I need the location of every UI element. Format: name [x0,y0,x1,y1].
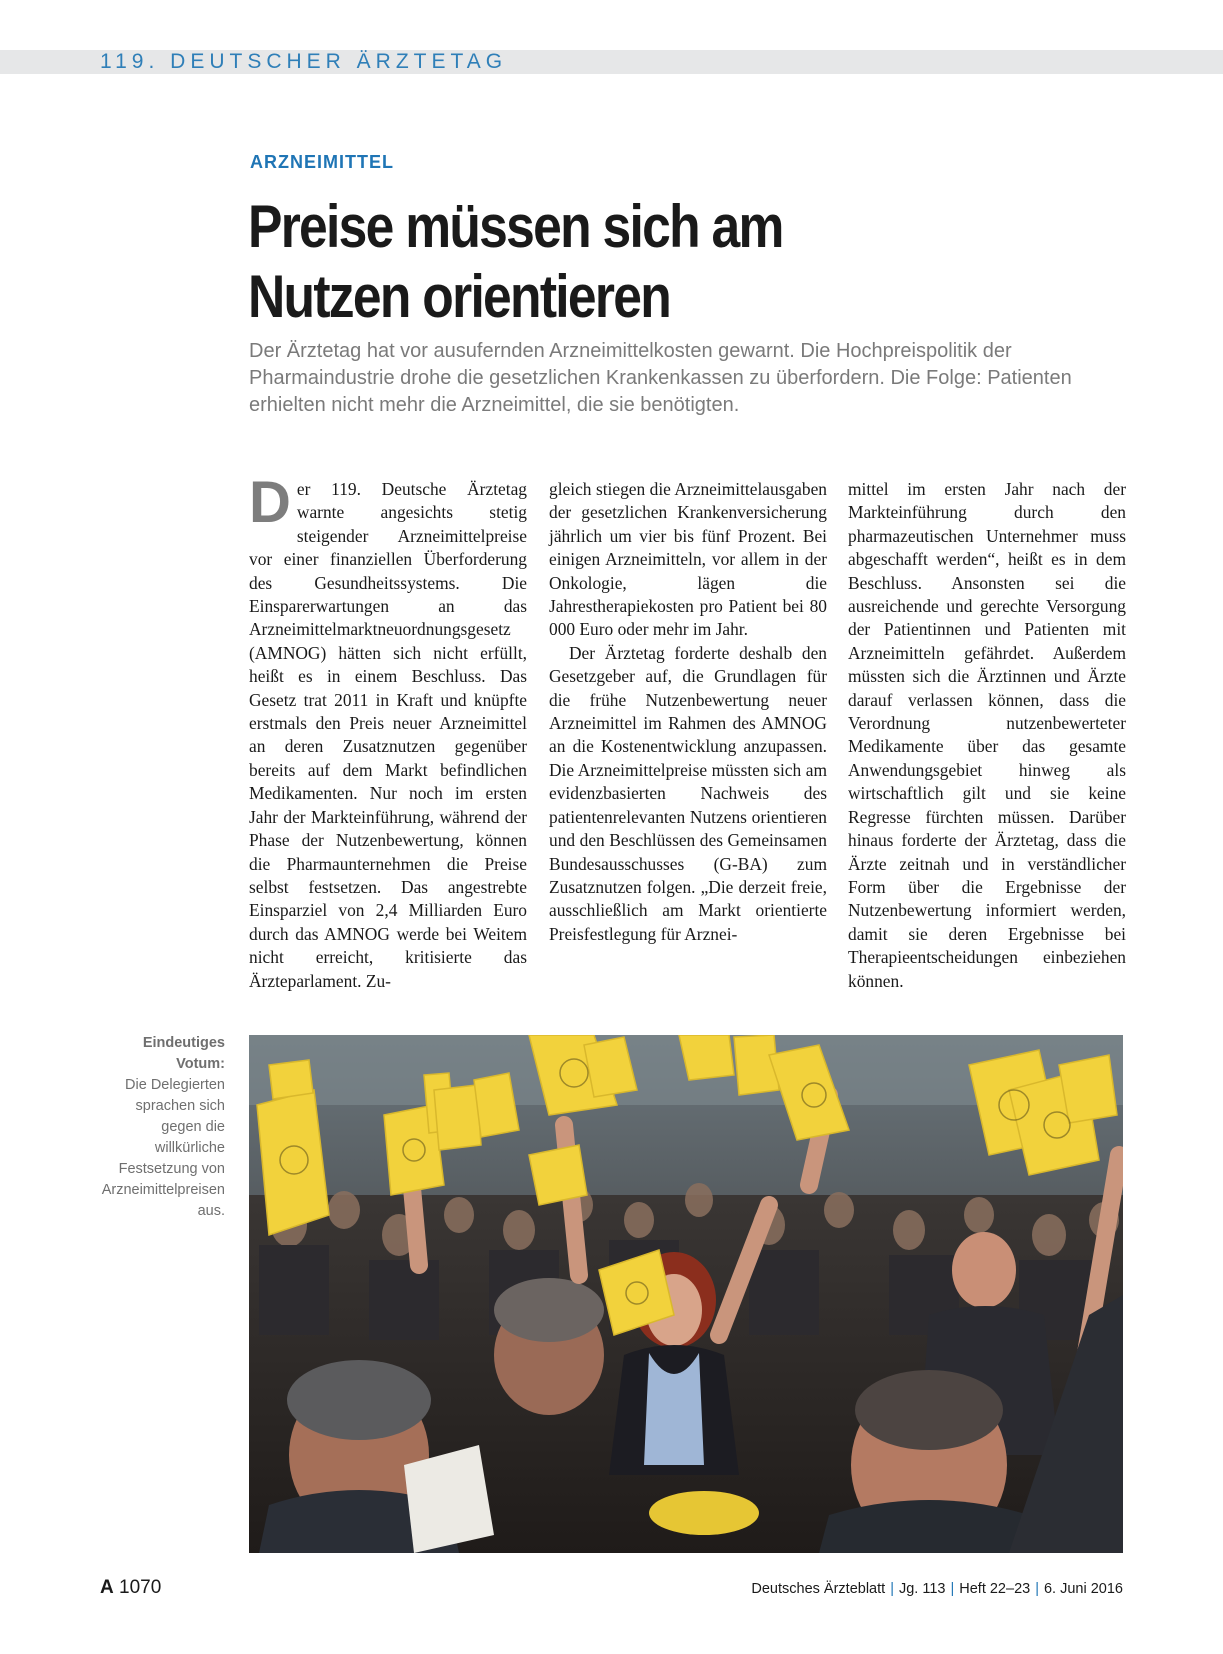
page-number-value: 1070 [119,1577,162,1598]
section-title: 119. DEUTSCHER ÄRZTETAG [100,50,508,73]
section-header-bar [0,50,1223,74]
paragraph [249,470,527,993]
footer-separator: | [1035,1581,1039,1597]
paragraph: mittel im ersten Jahr nach der Markteinführung durch den pharmazeutischen Unternehmer muss abgeschafft werden“, heißt es in dem Beschluss. Ansonsten sei die ausreichende und gerechte Versorgung der Patientinnen und Patienten mit Arzneimitteln gefährdet. Außerdem müssten sich die Ärztinnen und Ärzte darauf verlassen können, dass die Verordnung nutzenbewerteter Medikamente über das gesamte Anwendungsgebiet hinweg als wirtschaftlich gilt und sie keine Regresse fürchten müssen. Darüber hinaus forderte der Ärztetag, dass die Ärzte zeitnah und in verständlicher Form über die Ergebnisse der Nutzenbewertung informiert werden, damit sie deren Ergebnisse bei Therapieentscheidungen einbeziehen können. [848,479,1126,991]
journal-issue: Heft 22–23 [959,1581,1031,1597]
article-kicker: ARZNEIMITTEL [250,152,394,172]
text-column-2 [549,478,827,946]
footer-separator: | [950,1581,955,1597]
caption-title: Eindeutiges Votum: [142,1035,225,1072]
headline-line-2: Nutzen orientieren [248,263,671,330]
drop-cap: D [249,470,291,535]
photo-delegates-voting [249,1035,1123,1553]
journal-footer [751,1581,1123,1597]
column-1-text: er 119. Deutsche Ärztetag warnte angesichts stetig steigender Arzneimittelpreise vor einer finanziellen Überforderung des Gesundheitssystems. Die Einsparerwartungen an das Arzneimittelmarktneuordnungsgesetz (AMNOG) hätten sich nicht erfüllt, heißt es in einem Beschluss. Das Gesetz trat 2011 in Kraft und knüpfte erstmals den Preis neuer Arzneimittel an deren Zusatznutzen gegenüber bereits auf dem Markt befindlichen Medikamenten. Nur noch im ersten Jahr der Markteinführung, während der Phase der Nutzenbewertung, können die Pharmaunternehmen die Preise selbst festsetzen. Das angestrebte Einsparziel von 2,4 Milliarden Euro durch das AMNOG werde bei Weitem nicht erreicht, kritisierte das Ärzteparlament. Zu- [249,479,527,991]
text-column-1 [249,470,527,993]
caption-text: Die Delegierten sprachen sich gegen die willkürliche Festsetzung von Arzneimittelpreisen aus. [101,1077,225,1219]
article-lead: Der Ärztetag hat vor ausufernden Arzneimittelkosten gewarnt. Die Hochpreispolitik der Pharmaindustrie drohe die gesetzlichen Krankenkassen zu überfordern. Die Folge: Patienten erhielten nicht mehr die Arzneimittel, die sie benötigten. [249,340,1072,416]
paragraph: Der Ärztetag forderte deshalb den Gesetzgeber auf, die Grundlagen für die frühe Nutzenbewertung neuer Arzneimittel im Rahmen des AMNOG an die Kostenentwicklung anzupassen. Die Arzneimittelpreise müssten sich am evidenzbasierten Nachweis des patientenrelevanten Nutzens orientieren und den Beschlüssen des Gemeinsamen Bundesausschusses (G-BA) zum Zusatznutzen folgen. „Die derzeit freie, ausschließlich am Markt orientierte Preisfestlegung für Arznei- [549,642,827,944]
text-column-3 [848,478,1126,993]
headline-line-1: Preise müssen sich am [248,193,783,260]
journal-date: 6. Juni 2016 [1043,1581,1123,1597]
page-prefix: A [100,1577,114,1598]
article-headline [248,192,902,332]
voting-photo-illustration [249,1035,1123,1553]
journal-name: Deutsches Ärzteblatt [751,1581,886,1597]
photo-caption [95,1033,225,1222]
journal-volume: Jg. 113 [898,1581,946,1597]
paragraph: gleich stiegen die Arzneimittelausgaben der gesetzlichen Krankenversicherung jährlich um vier bis fünf Prozent. Bei einigen Arzneimitteln, vor allem in der Onkologie, lägen die Jahrestherapiekosten pro Patient bei 80 000 Euro oder mehr im Jahr. [549,479,827,640]
page-number [100,1577,161,1599]
footer-separator: | [890,1581,894,1597]
